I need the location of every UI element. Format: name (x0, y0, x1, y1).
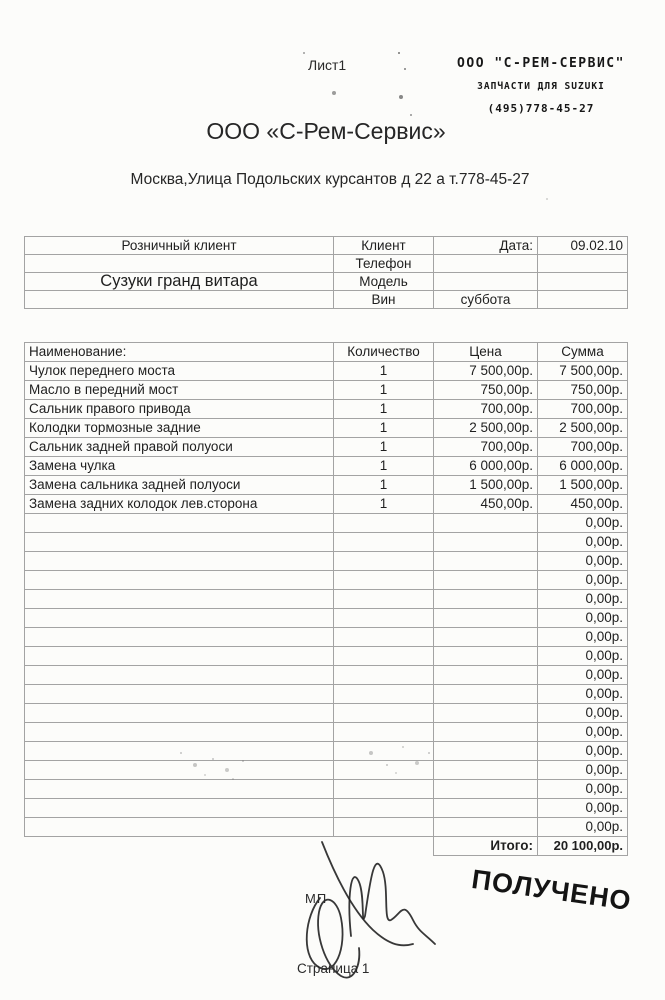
header-qty: Количество (334, 343, 434, 362)
empty-name-cell (25, 514, 334, 533)
item-price-cell: 6 000,00р. (434, 457, 538, 476)
empty-price-cell (434, 666, 538, 685)
empty-item-row (25, 552, 628, 571)
empty-qty-cell (334, 704, 434, 723)
empty-qty-cell (334, 799, 434, 818)
seal-place-label: МП (305, 891, 328, 906)
vehicle-name: Сузуки гранд витара (25, 273, 334, 291)
empty-price-cell (434, 571, 538, 590)
empty-price-cell (434, 590, 538, 609)
header-price: Цена (434, 343, 538, 362)
item-qty-cell: 1 (334, 400, 434, 419)
total-value: 20 100,00р. (538, 837, 628, 856)
header-sum: Сумма (538, 343, 628, 362)
empty-price-cell (434, 533, 538, 552)
empty-price-cell (434, 761, 538, 780)
item-name-cell: Чулок переднего моста (25, 362, 334, 381)
empty-qty-cell (334, 685, 434, 704)
item-price-cell: 1 500,00р. (434, 476, 538, 495)
company-stamp (441, 56, 641, 115)
item-price-cell: 700,00р. (434, 438, 538, 457)
vin-value: суббота (434, 291, 538, 309)
empty-qty-cell (334, 742, 434, 761)
empty-name-cell (25, 723, 334, 742)
items-table (24, 342, 628, 856)
item-sum-cell: 1 500,00р. (538, 476, 628, 495)
empty-item-row (25, 533, 628, 552)
item-sum-cell: 450,00р. (538, 495, 628, 514)
empty-item-row (25, 647, 628, 666)
empty-name-cell (25, 685, 334, 704)
item-row (25, 400, 628, 419)
empty-sum-cell: 0,00р. (538, 761, 628, 780)
item-row (25, 476, 628, 495)
item-name-cell: Сальник правого привода (25, 400, 334, 419)
item-name-cell: Сальник задней правой полуоси (25, 438, 334, 457)
client-empty-cell (538, 273, 628, 291)
item-qty-cell: 1 (334, 495, 434, 514)
empty-item-row (25, 571, 628, 590)
empty-sum-cell: 0,00р. (538, 571, 628, 590)
empty-sum-cell: 0,00р. (538, 533, 628, 552)
empty-sum-cell: 0,00р. (538, 514, 628, 533)
empty-name-cell (25, 761, 334, 780)
empty-item-row (25, 723, 628, 742)
scan-noise (398, 52, 400, 54)
empty-name-cell (25, 628, 334, 647)
company-address: Москва,Улица Подольских курсантов д 22 а т.778-45-27 (130, 171, 530, 188)
item-sum-cell: 7 500,00р. (538, 362, 628, 381)
item-sum-cell: 6 000,00р. (538, 457, 628, 476)
client-type: Розничный клиент (25, 237, 334, 255)
empty-name-cell (25, 742, 334, 761)
item-row (25, 381, 628, 400)
label-phone: Телефон (334, 255, 434, 273)
empty-sum-cell: 0,00р. (538, 647, 628, 666)
empty-name-cell (25, 799, 334, 818)
empty-sum-cell: 0,00р. (538, 704, 628, 723)
empty-name-cell (25, 590, 334, 609)
client-row-2 (25, 255, 628, 273)
empty-price-cell (434, 780, 538, 799)
item-qty-cell: 1 (334, 381, 434, 400)
client-row-4 (25, 291, 628, 309)
empty-item-row (25, 590, 628, 609)
model-value (434, 273, 538, 291)
empty-price-cell (434, 609, 538, 628)
empty-qty-cell (334, 780, 434, 799)
empty-sum-cell: 0,00р. (538, 552, 628, 571)
empty-item-row (25, 514, 628, 533)
company-stamp-name: ООО "С-РЕМ-СЕРВИС" (457, 56, 625, 71)
client-info-table (24, 236, 628, 309)
item-qty-cell: 1 (334, 362, 434, 381)
empty-price-cell (434, 647, 538, 666)
empty-name-cell (25, 552, 334, 571)
item-price-cell: 450,00р. (434, 495, 538, 514)
item-sum-cell: 750,00р. (538, 381, 628, 400)
item-qty-cell: 1 (334, 438, 434, 457)
empty-qty-cell (334, 818, 434, 837)
empty-sum-cell: 0,00р. (538, 742, 628, 761)
empty-sum-cell: 0,00р. (538, 723, 628, 742)
sheet-label: Лист1 (308, 57, 347, 73)
empty-qty-cell (334, 723, 434, 742)
empty-qty-cell (334, 666, 434, 685)
scan-noise (180, 752, 182, 754)
empty-name-cell (25, 647, 334, 666)
empty-price-cell (434, 723, 538, 742)
empty-item-row (25, 780, 628, 799)
empty-name-cell (25, 818, 334, 837)
empty-item-row (25, 742, 628, 761)
client-empty-cell (538, 291, 628, 309)
empty-name-cell (25, 609, 334, 628)
client-empty-cell (25, 255, 334, 273)
empty-item-row (25, 685, 628, 704)
empty-item-row (25, 704, 628, 723)
empty-qty-cell (334, 647, 434, 666)
empty-sum-cell: 0,00р. (538, 780, 628, 799)
empty-sum-cell: 0,00р. (538, 628, 628, 647)
item-price-cell: 700,00р. (434, 400, 538, 419)
date-value: 09.02.10 (538, 237, 628, 255)
empty-item-row (25, 761, 628, 780)
empty-price-cell (434, 552, 538, 571)
empty-item-row (25, 799, 628, 818)
empty-sum-cell: 0,00р. (538, 666, 628, 685)
empty-sum-cell: 0,00р. (538, 799, 628, 818)
empty-sum-cell: 0,00р. (538, 818, 628, 837)
items-table-body (25, 362, 628, 837)
items-header-row (25, 343, 628, 362)
client-row-1 (25, 237, 628, 255)
empty-item-row (25, 609, 628, 628)
item-row (25, 362, 628, 381)
item-sum-cell: 2 500,00р. (538, 419, 628, 438)
empty-item-row (25, 666, 628, 685)
page-number-label: Страница 1 (297, 961, 370, 976)
empty-name-cell (25, 780, 334, 799)
empty-qty-cell (334, 571, 434, 590)
item-row (25, 495, 628, 514)
client-empty-cell (25, 291, 334, 309)
item-name-cell: Замена чулка (25, 457, 334, 476)
item-name-cell: Замена задних колодок лев.сторона (25, 495, 334, 514)
item-sum-cell: 700,00р. (538, 400, 628, 419)
empty-qty-cell (334, 609, 434, 628)
item-name-cell: Масло в передний мост (25, 381, 334, 400)
item-qty-cell: 1 (334, 476, 434, 495)
item-qty-cell: 1 (334, 419, 434, 438)
empty-price-cell (434, 799, 538, 818)
empty-qty-cell (334, 761, 434, 780)
header-name: Наименование: (25, 343, 334, 362)
empty-qty-cell (334, 590, 434, 609)
label-date: Дата: (434, 237, 538, 255)
empty-name-cell (25, 704, 334, 723)
item-sum-cell: 700,00р. (538, 438, 628, 457)
item-row (25, 457, 628, 476)
label-client: Клиент (334, 237, 434, 255)
empty-sum-cell: 0,00р. (538, 609, 628, 628)
item-price-cell: 2 500,00р. (434, 419, 538, 438)
company-stamp-subtitle: ЗАПЧАСТИ ДЛЯ SUZUKI (477, 81, 605, 92)
empty-price-cell (434, 704, 538, 723)
empty-qty-cell (334, 533, 434, 552)
received-stamp: ПОЛУЧЕНО (469, 864, 634, 917)
company-title: ООО «С-Рем-Сервис» (206, 118, 446, 144)
empty-name-cell (25, 666, 334, 685)
label-model: Модель (334, 273, 434, 291)
empty-price-cell (434, 685, 538, 704)
empty-price-cell (434, 818, 538, 837)
empty-price-cell (434, 742, 538, 761)
empty-qty-cell (334, 514, 434, 533)
item-qty-cell: 1 (334, 457, 434, 476)
label-vin: Вин (334, 291, 434, 309)
item-row (25, 419, 628, 438)
phone-value (434, 255, 538, 273)
item-row (25, 438, 628, 457)
empty-price-cell (434, 628, 538, 647)
empty-qty-cell (334, 628, 434, 647)
empty-sum-cell: 0,00р. (538, 590, 628, 609)
client-row-3 (25, 273, 628, 291)
empty-item-row (25, 818, 628, 837)
empty-item-row (25, 628, 628, 647)
empty-name-cell (25, 533, 334, 552)
empty-price-cell (434, 514, 538, 533)
total-label: Итого: (434, 837, 538, 856)
empty-name-cell (25, 571, 334, 590)
total-spacer-cell (25, 837, 334, 856)
item-price-cell: 750,00р. (434, 381, 538, 400)
empty-sum-cell: 0,00р. (538, 685, 628, 704)
company-stamp-phone: (495)778-45-27 (487, 102, 595, 115)
item-price-cell: 7 500,00р. (434, 362, 538, 381)
empty-qty-cell (334, 552, 434, 571)
item-name-cell: Замена сальника задней полуоси (25, 476, 334, 495)
item-name-cell: Колодки тормозные задние (25, 419, 334, 438)
client-empty-cell (538, 255, 628, 273)
